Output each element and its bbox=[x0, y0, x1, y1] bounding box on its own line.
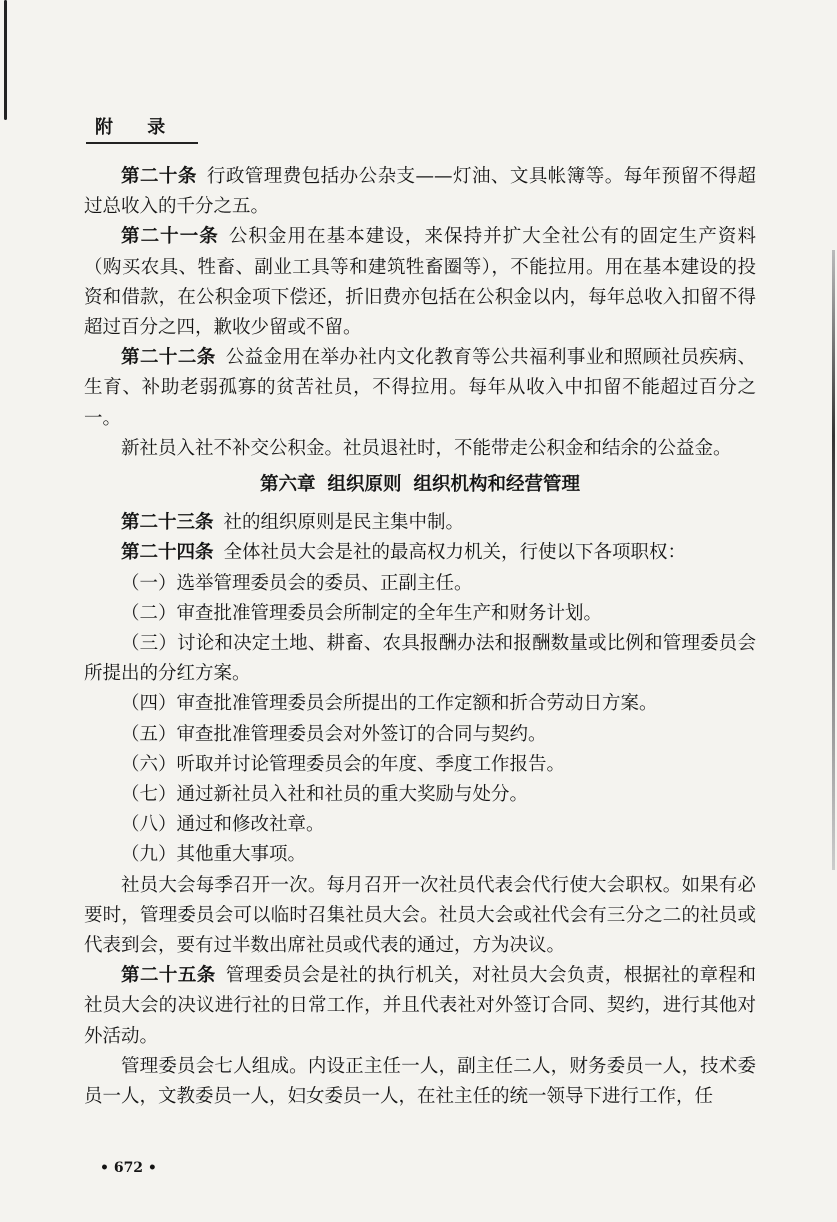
article-25-continued: 管理委员会七人组成。内设正主任一人，副主任二人，财务委员一人，技术委员一人，文教委员一人，妇女委员一人，在社主任的统一领导下进行工作，任 bbox=[84, 1055, 756, 1108]
article-24 bbox=[84, 538, 756, 568]
article-number: 第二十四条 bbox=[121, 542, 214, 564]
article-22-continued: 新社员入社不补交公积金。社员退社时，不能带走公积金和结余的公益金。 bbox=[121, 437, 732, 459]
running-header: 附 录 bbox=[95, 117, 180, 138]
list-item: （六）听取并讨论管理委员会的年度、季度工作报告。 bbox=[121, 753, 566, 775]
chapter-number: 第六章 bbox=[259, 474, 316, 496]
list-item: （七）通过新社员入社和社员的重大奖励与处分。 bbox=[121, 784, 529, 806]
list-item: （一）选举管理委员会的委员、正副主任。 bbox=[121, 572, 473, 594]
list-item: （三）讨论和决定土地、耕畜、农具报酬办法和报酬数量或比例和管理委员会所提出的分红方案。 bbox=[84, 633, 756, 685]
list-item: （四）审查批准管理委员会所提出的工作定额和折合劳动日方案。 bbox=[121, 693, 658, 715]
article-number: 第二十条 bbox=[121, 166, 197, 187]
article-20 bbox=[84, 162, 756, 222]
header-rule bbox=[86, 142, 198, 144]
list-item: （二）审查批准管理委员会所制定的全年生产和财务计划。 bbox=[121, 602, 603, 624]
article-number: 第二十三条 bbox=[121, 512, 214, 534]
list-item: （五）审查批准管理委员会对外签订的合同与契约。 bbox=[121, 723, 547, 745]
article-text: 社的组织原则是民主集中制。 bbox=[223, 512, 465, 534]
scan-edge-left bbox=[4, 0, 7, 120]
list-item: （八）通过和修改社章。 bbox=[121, 814, 325, 836]
article-text: 行政管理费包括办公杂支——灯油、文具帐簿等。每年预留不得超过总收入的千分之五。 bbox=[84, 166, 756, 218]
page-number: • 672 • bbox=[100, 1160, 157, 1176]
chapter-heading bbox=[84, 470, 756, 500]
article-22 bbox=[84, 343, 756, 434]
article-24-continued: 社员大会每季召开一次。每月召开一次社员代表会代行使大会职权。如果有必要时，管理委员会可以临时召集社员大会。社员大会或社代会有三分之二的社员或代表到会，要有过半数出席社员或代表的通过，方为决议。 bbox=[84, 874, 756, 957]
list-item: （九）其他重大事项。 bbox=[121, 844, 307, 866]
body-text bbox=[84, 162, 756, 1112]
article-25 bbox=[84, 961, 756, 1052]
chapter-title-2: 组织机构和经营管理 bbox=[413, 474, 581, 496]
scan-edge-right bbox=[832, 250, 835, 870]
article-text: 公益金用在举办社内文化教育等公共福利事业和照顾社员疾病、生育、补助老弱孤寡的贫苦社员，不得拉用。每年从收入中扣留不能超过百分之一。 bbox=[84, 347, 756, 429]
article-text: 管理委员会是社的执行机关，对社员大会负责，根据社的章程和社员大会的决议进行社的日常工作，并且代表社对外签订合同、契约，进行其他对外活动。 bbox=[84, 965, 756, 1047]
chapter-title-1: 组织原则 bbox=[327, 474, 402, 496]
article-number: 第二十二条 bbox=[121, 347, 216, 369]
article-21 bbox=[84, 222, 756, 343]
article-text: 公积金用在基本建设，来保持并扩大全社公有的固定生产资料（购买农具、牲畜、副业工具等和建筑牲畜圈等），不能拉用。用在基本建设的投资和借款，在公积金项下偿还，折旧费亦包括在公积金以内，每年总收入扣留不得超过百分之四，歉收少留或不留。 bbox=[84, 226, 756, 339]
article-23 bbox=[84, 508, 756, 538]
article-number: 第二十一条 bbox=[121, 226, 219, 248]
article-text: 全体社员大会是社的最高权力机关，行使以下各项职权： bbox=[223, 542, 687, 564]
article-number: 第二十五条 bbox=[121, 965, 216, 987]
